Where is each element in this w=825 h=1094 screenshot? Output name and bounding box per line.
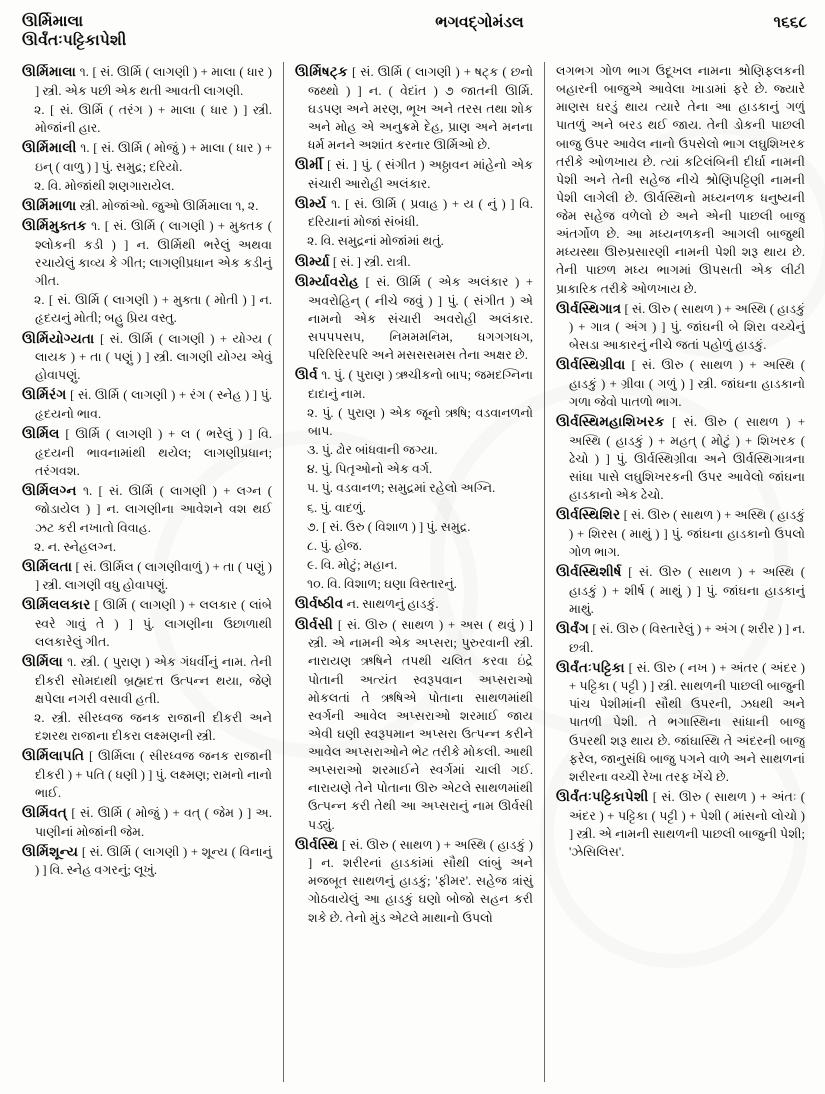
entry-definition: ન. સાથળનું હાડકું. (346, 597, 439, 612)
page-number: ૧૬૬૮ (773, 14, 807, 31)
entry-definition: [ સં. ઊર્મિ ( એક અલંકાર ) + અવરોહિન્ ( નીચે જવું ) ] પું. ( સંગીત ) એ નામનો એક સંચારી અવરોહી અલંકાર. સપપપસપ, નિમમમનિમ, ધગગગધગ, પરિરિરિરપરિ અને મસસસમસ તેના અક્ષર છે. (308, 275, 533, 363)
entry-definition: પું. ( પુરાણ ) એક જૂનો ઋષિ; વડવાનળનો બાપ. (308, 405, 533, 438)
entry-definition: પું. ઢોર બાંધવાની જગ્યા. (321, 443, 438, 458)
entry-definition: ન. સ્નેહલગ્ન. (47, 539, 117, 554)
entry-definition: [ સં. ઊરુ ( સાથળ ) + અસ્થિ ( હાડકું ) + ગ્રીવા ( ગળું ) ] સ્ત્રી. જાંઘના હાડકાનો ગળા જેવો પાતળો ભાગ. (569, 358, 805, 410)
entry-headword: ઊર્મિમાલા (22, 64, 77, 79)
dictionary-entry (22, 329, 272, 385)
entry-definition: [ સં. ઊરુ ( સાથળ ) + અસ ( થવું ) ] સ્ત્રી. એ નામની એક અપ્સરા; પુરુરવાની સ્ત્રી. નારાયણ ઋષિને તપથી ચલિત કરવા ઇંદ્રે પોતાની અત્યંત સ્વરૂપવાન અપ્સરાઓ મોકલતાં તે ઋષિએ પોતાના સાથળમાંથી સ્વર્ગની આવેલ અપ્સરાઓ શરમાઈ જાય એવી ઘણી સ્વરૂપમાન અપ્સરા ઉત્પન્ન કરીને આવેલ અપ્સરાઓને ભેટ તરીકે મોકલી. આથી અપ્સરાઓ શરમાઈને સ્વર્ગમાં ચાલી ગઈ. નારાયણે તેને પોતાના ઊરુ એટલે સાથળમાંથી ઉત્પન્ન કરી તેથી આ અપ્સરાનું નામ ઊર્વસી પડ્યું. (308, 617, 534, 832)
dictionary-entry (295, 615, 533, 834)
entry-sense (22, 177, 272, 195)
entry-definition: [ સં. ] પું. ( સંગીત ) અઠ્ઠાવન માંહેનો એક સંચારી આરોહી અલંકાર. (308, 158, 533, 191)
entry-sense (22, 538, 272, 556)
dictionary-entry (22, 842, 272, 880)
entry-definition: પું. ( પુરાણ ) ઋચીકનો બાપ; જમદગ્નિના દાદાનું નામ. (308, 368, 533, 401)
entry-definition: વિ. મોટું; મહાન. (320, 557, 398, 572)
entry-definition: [ સં. ઊર્મિ ( લાગણી ) + યોગ્ય ( લાયક ) + તા ( પણું ) ] સ્ત્રી. લાગણી યોગ્ય એવું હોવાપણું. (35, 331, 272, 383)
dictionary-entry (295, 835, 533, 927)
entry-headword: ઊર્મિલ (22, 426, 60, 441)
entry-definition: [ સં. ઊરુ ( સાથળ ) + અસ્થિ ( હાડકું ) ] ન. શરીરનાં હાડકાંમાં સૌથી લાંબું અને મજબૂત સાથળનું હાડકું; 'ફીમર'. સહેજ ત્રાંસું ગોઠવાયેલું આ હાડકું ઘણો બોજો સહન કરી શકે છે. તેનો મુંડ એટલે માથાનો ઉપલો (308, 837, 533, 925)
dictionary-entry (556, 505, 805, 561)
entry-headword: ઊર્વંતઃપટ્ટિકાપેશી (556, 788, 649, 804)
sense-number: ૧૦. (307, 577, 324, 591)
sense-number: ૨. (307, 405, 318, 420)
sense-number: ૧. (91, 219, 101, 234)
entry-sense (22, 101, 272, 137)
entry-definition: [ સં. ઊર્મિ ( લાગણી ) + લગ્ન ( જોડાયેલ ) ] ન. લાગણીના આવેશને વશ થઈ ઝટ કરી નખાતો વિવાહ. (35, 483, 273, 535)
dictionary-entry (22, 196, 272, 216)
entry-headword: ઊર્વસ્થિમહાશિખરક (556, 414, 665, 430)
entry-headword: ઊર્મિમુક્તક (22, 218, 87, 234)
entry-definition: [ સં. ઊરુ ( સાથળ ) + અંતઃ ( અંદર ) + પટ્ટિકા ( પટ્ટી ) + પેશી ( માંસનો લોચો ) ] સ્ત્રી. એ નામની સાથળની પાછલી બાજુની પેશી; 'ઝેસિલિસ'. (569, 789, 805, 859)
entry-sense (295, 499, 533, 517)
entry-headword: ઊર્મ્યાવરોહ (295, 274, 359, 290)
entry-headword: ઊર્વસ્થિશીર્ષ (556, 564, 622, 580)
entry-headword: ઊર્વષ્ઠીવ (295, 596, 344, 612)
entry-headword: ઊર્મિષટ્ક (295, 64, 348, 79)
entry-definition: [ સં. ઊર્મિ ( લાગણી ) + મુક્તા ( મોતી ) ] ન. હૃદયનું મોતી; બહુ પ્રિય વસ્તુ. (35, 293, 272, 326)
entry-sense (295, 232, 533, 250)
entry-definition: સ્ત્રી. મોજાંઓ. જુઓ ઊર્મિમાલા ૧, ૨. (79, 198, 259, 213)
entry-headword: ઊર્મિલતા (22, 558, 73, 574)
sense-number: ૧. (80, 140, 90, 155)
sense-number: ૨. (34, 293, 45, 308)
entry-definition: [ સં. ઊર્મિ ( લાગણી ) + મુક્તક ( શ્લોકની કડી ) ] ન. ઊર્મિથી ભરેલું અથવા રચાયેલું કાવ્ય કે ગીત; લાગણીપ્રધાન એક કડીનું ગીત. (35, 219, 272, 289)
entry-definition: [ સં. ઊર્મિ ( મોજું ) + માલા ( ધાર ) + ઇન્ ( વાળુ ) ] પું. સમુદ્ર; દરિયો. (35, 140, 272, 174)
entry-continuation (556, 62, 805, 298)
entry-definition: [ ઊર્મિલા ( સીરધ્વજ જનક રાજાની દીકરી ) + પતિ ( ધણી ) ] પું. લક્ષ્મણ; રામનો નાનો ભાઈ. (35, 749, 272, 800)
sense-number: ૬. (307, 500, 318, 515)
entry-headword: ઊર્મિમાળા (22, 197, 77, 213)
entry-definition: [ સં. ઉરુ ( વિશાળ ) ] પું. સમુદ્ર. (322, 519, 471, 534)
entry-definition: લગભગ ગોળ ભાગ ઉદૂખલ નામના શ્રોણિફલકની બહારની બાજુએ આવેલા ખાડામાં ફરે છે. જ્યારે માણસ ઘરડું થાય ત્યારે તેના આ હાડકાનું ગળું પાતળું અને બરડ થઈ જાય. તેની ડોકની પાછલી બાજુ ઉપર આવેલ નાનો ઉપસેલો ભાગ લઘુશિખરક તરીકે ઓળખાય છે. ત્યાં કટિલંબિની દીર્ઘા નામની પેશી અને તેની સહેજ નીચે શ્રોણિપટ્ટિણી નામની પેશી લાગેલી છે. ઊર્વસ્થિનો મધ્યનળક ધનુષ્યની જેમ સહેજ વળેલો છે અને એની પાછલી બાજુ અંતર્ગોળ છે. આ મધ્યનળકની આગલી બાજુથી મધ્યસ્થા ઊરુપ્રસારણી નામની પેશી શરૂ થાય છે. તેની પાછળ મધ્ય ભાગમાં ઊપસતી એક લીટી પ્રાકારિક તરીકે ઓળખાય છે. (556, 64, 805, 296)
sense-number: ૧. (331, 196, 341, 211)
header-guide-words (22, 12, 272, 51)
page-header (22, 12, 807, 58)
entry-headword: ઊર્મિરંગ (22, 387, 67, 403)
entry-definition: [ ઊર્મિ ( લાગણી ) + લલકાર ( લાંબે સ્વરે ગાવું તે ) ] પું. લાગણીના ઉછાળાથી લલકારેલું ગીત. (35, 598, 272, 650)
entry-sense (295, 441, 533, 459)
entry-definition: સ્ત્રી. સીરધ્વજ જનક રાજાની દીકરી અને દશરથ રાજાના દીકરા લક્ષ્મણની સ્ત્રી. (35, 711, 273, 744)
dictionary-entry (556, 355, 805, 411)
entry-headword: ઊર્વસ્થિગ્રીવા (556, 357, 626, 373)
sense-number: ૫. (307, 481, 319, 496)
sense-number: ૪. (307, 462, 318, 477)
dictionary-entry (22, 595, 272, 651)
dictionary-entry (295, 252, 533, 272)
entry-headword: ઊર્વસ્થિ (295, 836, 339, 852)
sense-number: ૧. (82, 483, 93, 498)
header-last-guide-word: ઊર્વંતઃપટ્ટિકાપેશી (22, 32, 127, 50)
entry-definition: [ સં. ઊરુ ( વિસ્તારેલું ) + અંગ ( શરીર ) ] ન. છત્રી. (569, 621, 805, 655)
entry-definition: [ ઊર્મિ ( લાગણી ) + લ ( ભરેલું ) ] વિ. હૃદયની ભાવનામાંથી થયેલ; લાગણીપ્રધાન; તરંગવશ. (35, 427, 272, 478)
entry-definition: [ સં. ઊર્મિલ ( લાગણીવાળું ) + તા ( પણું ) ] સ્ત્રી. લાગણી વધુ હોવાપણું. (35, 559, 272, 593)
entry-headword: ઊર્વંગ (556, 620, 590, 636)
column-1 (22, 62, 283, 1082)
dictionary-entry (556, 619, 805, 657)
entry-headword: ઊર્મી (295, 157, 323, 173)
dictionary-entry (295, 365, 533, 403)
sense-number: ૮. (307, 538, 318, 553)
dictionary-entry (295, 272, 533, 364)
entry-headword: ઊર્વસી (295, 616, 334, 632)
entry-headword: ઊર્મિવત્ (22, 805, 68, 821)
dictionary-entry (295, 194, 533, 232)
entry-headword: ઊર્મ્ય (295, 195, 327, 211)
entry-sense (295, 556, 533, 574)
entry-definition: [ સં. ] સ્ત્રી. રાત્રી. (332, 254, 411, 269)
sense-number: ૨. (34, 711, 45, 726)
sense-number: ૧. (67, 655, 77, 670)
entry-headword: ઊર્મિમાલી (22, 139, 77, 155)
dictionary-entry (556, 299, 805, 355)
entry-sense (295, 537, 533, 555)
entry-definition: [ સં. ઊર્મિ ( લાગણી ) + રંગ ( સ્નેહ ) ] પું. હૃદયનો ભાવ. (35, 388, 273, 421)
entry-headword: ઊર્મિલા (22, 654, 63, 670)
entry-definition: પું. વડવાનળ; સમુદ્રમાં રહેલો અગ્નિ. (321, 481, 496, 496)
entry-definition: [ સં. ઊરુ ( નખ ) + અંતર ( અંદર ) + પટ્ટિકા ( પટ્ટી ) ] સ્ત્રી. સાથળની પાછલી બાજુની પાંચ પેશીમાંની સૌથી ઉપરની, ઝધથી અને પાતળી પેશી. તે ભગાસ્થિના સાંધાની બાજુ ઉપરથી શરૂ થાય છે. જાંઘાસ્થિ તે અંદરની બાજુ ફરેલ, જાનુસંધિ બાજુ પગને વાળે અને સાથળનાં શરીરના વચ્ચેી રેખા તરફ ખેંચે છે. (569, 660, 805, 784)
entry-definition: પું. પિતૃઓનો એક વર્ગ. (321, 462, 433, 477)
dictionary-entry (295, 594, 533, 614)
sense-number: ૨. (34, 178, 45, 193)
entry-sense (295, 404, 533, 440)
entry-headword: ઊર્મિયોગ્યતા (22, 330, 95, 346)
dictionary-entry (295, 62, 533, 154)
entry-headword: ઊર્વસ્થિશિર (556, 507, 621, 523)
dictionary-entry (22, 385, 272, 423)
sense-number: ૯. (307, 557, 318, 572)
entry-definition: [ સં. ઊર્મિ ( લાગણી ) + માલા ( ધાર ) ] સ્ત્રી. એક પછી એક થતી આવતી લાગણી. (35, 65, 272, 98)
entry-definition: [ સં. ઊર્મિ ( મોજું ) + વત્ ( જેમ ) ] અ. પાણીનાં મોજાંની જેમ. (35, 806, 272, 839)
text-columns (22, 62, 806, 1082)
dictionary-entry (22, 481, 272, 537)
header-book-title: ભગવદ્ગોમંડલ (435, 14, 524, 31)
entry-definition: પું. વાદળું. (320, 500, 366, 515)
entry-sense (295, 575, 533, 593)
sense-number: ૧. (79, 65, 89, 79)
sense-number: ૭. (307, 519, 319, 534)
entry-definition: [ સં. ઊરુ ( સાથળ ) + અસ્થિ ( હાડકું ) + ગાત્ર ( અંગ ) ] પું. જાંઘની બે શિરા વચ્ચેનું બેસડા આકારનું નીચે જતાં પહોળું હાડકું. (569, 301, 805, 353)
entry-headword: ઊર્વ (295, 367, 318, 383)
dictionary-entry (22, 424, 272, 480)
entry-definition: પું. હોજ. (320, 538, 362, 553)
dictionary-entry (22, 138, 272, 176)
entry-definition: વિ. વિશાળ; ઘણા વિસ્તારનું. (327, 577, 457, 591)
dictionary-entry (556, 562, 805, 618)
sense-number: ૩. (307, 443, 319, 458)
entry-definition: [ સં. ઊર્મિ ( લાગણી ) + ષટ્ક ( છનો જથ્થો ) ] ન. ( વેદાંત ) ૭ જાતની ઊર્મિ. ઘડપણ અને મરણ, ભૂખ અને તરસ તથા શોક અને મોહ એ અનુક્રમે દેહ, પ્રાણ અને મનના ધર્મ મનને અશાંત કરનાર ઊર્મિઓ છે. (308, 65, 533, 152)
entry-definition: [ સં. ઊર્મિ ( પ્રવાહ ) + ય ( નું ) ] વિ. દરિયાનાં મોજાં સંબંધી. (308, 196, 533, 230)
dictionary-entry (22, 803, 272, 841)
entry-definition: [ સં. ઊર્મિ ( લાગણી ) + શૂન્ય ( વિનાનું ) ] વિ. સ્નેહ વગરનું; લૂખું. (35, 844, 272, 878)
entry-definition: [ સં. ઊરુ ( સાથળ ) + અસ્થિ ( હાડકું ) + શિરસ ( માથું ) ] પું. જાંઘના હાડકાનો ઉપલો ગોળ ભાગ. (569, 508, 805, 559)
dictionary-entry (22, 216, 272, 290)
entry-definition: [ સં. ઊરુ ( સાથળ ) + અસ્થિ ( હાડકું ) + શીર્ષ ( માથું ) ] પું. જાંઘના હાડકાનું માથું. (569, 565, 805, 616)
dictionary-entry (556, 787, 805, 861)
dictionary-entry (22, 746, 272, 802)
dictionary-entry (22, 62, 272, 100)
sense-number: ૨. (34, 102, 45, 117)
entry-headword: ઊર્વસ્થિગાત્ર (556, 300, 622, 316)
entry-sense (295, 479, 533, 497)
dictionary-entry (556, 658, 805, 786)
entry-sense (22, 291, 272, 327)
header-first-guide-word: ઊર્મિમાલા (22, 13, 84, 30)
entry-definition: વિ. સમુદ્રનાં મોજાંમાં થતું. (320, 234, 444, 249)
entry-sense (295, 460, 533, 478)
entry-headword: ઊર્મ્યા (295, 253, 330, 269)
entry-headword: ઊર્વંતઃપટ્ટિકા (556, 659, 625, 675)
dictionary-entry (556, 412, 805, 504)
column-3 (544, 62, 805, 1082)
entry-definition: વિ. મોજાંથી શણગારાયેલ. (47, 178, 175, 193)
entry-definition: સ્ત્રી. ( પુરાણ ) એક ગંધર્વીનું નામ. તેની દીકરી સોમદાથી બ્રહ્મદત્ત ઉત્પન્ન થયા, જેણે ક્ષપેલા નગરી વસાવી હતી. (35, 655, 272, 706)
dictionary-entry (22, 557, 272, 595)
entry-definition: [ સં. ઊરુ ( સાથળ ) + અસ્થિ ( હાડકું ) + મહત્ ( મોટું ) + શિખરક ( ઢેચો ) ] પું. ઊર્વસ્થિગ્રીવા અને ઊર્વસ્થિગાત્રના સાંધા પાસે લઘુશિખરકની ઉપર આવેલો જાંઘના હાડકાનો એક ઢેચો. (569, 415, 805, 503)
entry-headword: ઊર્મિલગ્ન (22, 482, 77, 498)
entry-headword: ઊર્મિલાપતિ (22, 748, 85, 764)
entry-headword: ઊર્મિલલકાર (22, 597, 91, 613)
column-2 (283, 62, 544, 1082)
entry-headword: ઊર્મિશૂન્ય (22, 843, 79, 859)
entry-sense (22, 709, 272, 745)
entry-sense (295, 518, 533, 536)
entry-definition: [ સં. ઊર્મિ ( તરંગ ) + માલા ( ધાર ) ] સ્ત્રી. મોજાંની હાર. (35, 102, 272, 135)
sense-number: ૧. (321, 368, 331, 383)
sense-number: ૨. (307, 234, 318, 249)
dictionary-entry (295, 155, 533, 193)
sense-number: ૨. (34, 539, 45, 554)
dictionary-entry (22, 652, 272, 708)
